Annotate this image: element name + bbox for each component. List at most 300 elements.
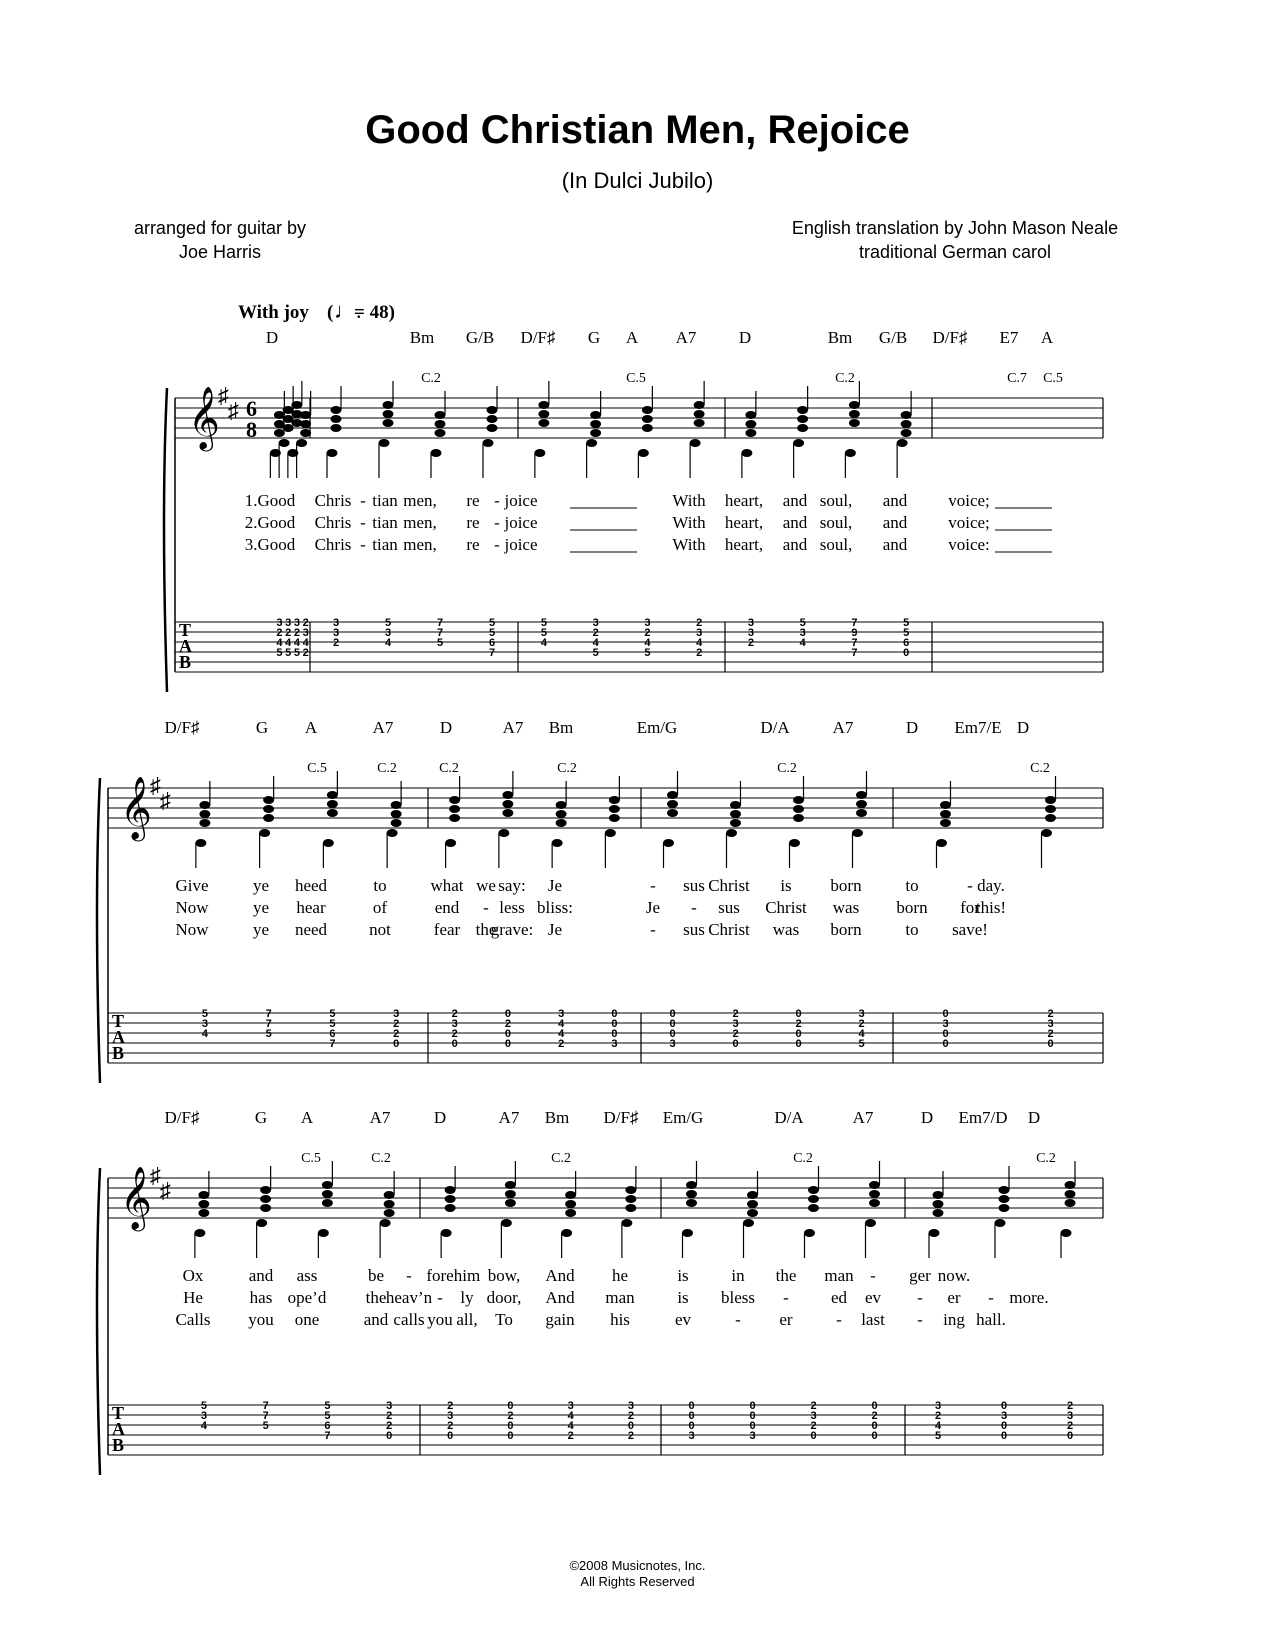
tab-fret-number: 2 [1066,1420,1074,1432]
lyric-syllable: heav’n [385,1288,433,1307]
sharp-icon: ♯ [160,1178,171,1203]
tab-fret-number: 7 [851,647,858,659]
tab-fret-number: 2 [386,1420,393,1432]
notehead [797,406,808,414]
tab-fret-number: 3 [384,627,392,639]
lyric-syllable: Je [547,876,563,895]
tab-fret-number: 0 [942,1008,949,1020]
chord-symbol: D [433,1108,447,1127]
tab-fret-number: 2 [447,1400,454,1412]
notehead [797,424,808,432]
lyric-syllable: and [782,491,808,510]
lyric-syllable: is [780,876,792,895]
lyric-syllable: has [249,1288,273,1307]
notehead [849,401,860,409]
bass-notehead [445,839,456,847]
tab-fret-number: 7 [488,647,496,659]
dotted-quarter-note-icon: ♩. [334,298,362,323]
tab-fret-number: 7 [265,1008,272,1020]
chord-symbol: D [439,718,453,737]
tab-fret-number: 4 [858,1028,865,1040]
notehead [565,1200,576,1208]
notehead [384,1209,395,1217]
notehead [999,1186,1010,1194]
chord-symbol: G [587,328,601,347]
notehead [849,410,860,418]
chord-symbol: A [625,328,639,347]
arranger-line-2: Joe Harris [178,242,262,262]
notehead [300,420,311,428]
lyric-syllable: ye [252,876,270,895]
lyric-syllable: Calls [175,1310,211,1329]
notehead [383,419,394,427]
lyric-syllable: his [610,1310,630,1329]
notehead [933,1200,944,1208]
notehead [694,410,705,418]
lyric-syllable: sus [683,876,705,895]
tempo-marking: With joy [238,302,309,323]
bass-notehead [804,1229,815,1237]
tab-fret-number: 3 [749,1430,756,1442]
tab-fret-number: 0 [386,1430,393,1442]
tab-label-letter: A [112,1419,125,1439]
tab-fret-number: 0 [795,1038,802,1050]
position-marking: C.2 [551,1151,571,1166]
notehead [1045,796,1056,804]
bass-notehead [498,829,509,837]
tab-fret-number: 0 [1000,1430,1008,1442]
notehead [538,401,549,409]
bass-notehead [789,839,800,847]
rights-line: All Rights Reserved [580,1574,695,1589]
bass-notehead [534,449,545,457]
lyric-syllable: what [430,876,464,895]
chord-symbol: A7 [852,1108,874,1127]
tab-fret-number: 0 [1047,1038,1054,1050]
lyric-syllable: and [882,535,908,554]
notehead [198,1209,209,1217]
tab-fret-number: 2 [795,1018,802,1030]
tab-fret-number: 4 [567,1410,574,1422]
tab-fret-number: 5 [324,1410,331,1422]
lyric-syllable: this! [975,898,1007,917]
lyric-syllable: er [947,1288,961,1307]
tab-fret-number: 4 [696,637,703,649]
tab-fret-number: 5 [262,1420,269,1432]
bass-notehead [586,439,597,447]
notehead [609,814,620,822]
chord-symbol: A7 [369,1108,391,1127]
tab-fret-number: 5 [903,627,910,639]
tab-fret-number: 3 [942,1018,949,1030]
lyric-syllable: 1.Good [244,491,296,510]
tab-fret-number: 3 [447,1410,454,1422]
lyric-syllable: ope’d [287,1288,327,1307]
sharp-icon: ♯ [228,398,239,423]
lyric-syllable: Christ [708,876,750,895]
tab-fret-number: 5 [436,637,444,649]
lyric-syllable: not [369,920,391,939]
chord-symbol: Em/G [636,718,678,737]
tab-fret-number: 3 [276,617,283,629]
tab-label-letter: A [112,1027,125,1047]
position-marking: C.2 [835,371,855,386]
chord-symbol: Em/G [662,1108,704,1127]
bass-notehead [682,1229,693,1237]
tab-fret-number: 3 [1000,1410,1008,1422]
notehead [1065,1190,1076,1198]
lyric-syllable: re [466,491,480,510]
tab-fret-number: 0 [795,1008,802,1020]
notehead [747,1209,758,1217]
lyric-syllable: ye [252,898,270,917]
lyric-syllable: Christ [765,898,807,917]
notehead [1065,1181,1076,1189]
notehead [625,1186,636,1194]
tab-fret-number: 3 [644,617,651,629]
notehead [686,1181,697,1189]
lyric-syllable: all, [456,1310,478,1329]
lyric-syllable: and [782,513,808,532]
tab-fret-number: 2 [567,1430,574,1442]
bass-notehead [561,1229,572,1237]
tab-fret-number: 2 [1047,1028,1054,1040]
notehead [694,419,705,427]
lyric-syllable: Give [175,876,209,895]
tab-fret-number: 0 [504,1038,511,1050]
notehead [274,429,285,437]
tab-fret-number: 3 [332,617,340,629]
bass-notehead [327,449,338,457]
notehead [391,801,402,809]
lyric-syllable: With [672,491,706,510]
tab-fret-number: 5 [858,1038,865,1050]
lyric-syllable: ed [830,1288,848,1307]
notehead [940,810,951,818]
notehead [291,401,302,409]
lyric-syllable: joice [504,535,538,554]
tab-fret-number: 2 [627,1430,634,1442]
tab-fret-number: 0 [611,1028,618,1040]
notehead [383,410,394,418]
tab-fret-number: 4 [276,637,283,649]
bass-notehead [195,839,206,847]
notehead [263,796,274,804]
position-marking: C.2 [371,1151,391,1166]
notehead [391,810,402,818]
notehead [435,420,446,428]
lyric-syllable: save! [952,920,988,939]
lyric-syllable: joice [504,491,538,510]
lyric-syllable: heed [294,876,328,895]
position-marking: C.2 [421,371,441,386]
lyric-syllable: - [360,491,366,510]
tab-fret-number: 7 [851,637,858,649]
notehead [260,1195,271,1203]
lyric-syllable: - [494,535,500,554]
tab-fret-number: 5 [324,1400,331,1412]
tab-fret-number: 5 [488,617,496,629]
chord-symbol: A7 [832,718,854,737]
tab-fret-number: 3 [747,627,754,639]
notehead [327,800,338,808]
chord-symbol: E7 [999,328,1019,347]
bass-notehead [690,439,701,447]
lyric-syllable: man [605,1288,635,1307]
notehead [625,1195,636,1203]
tab-fret-number: 5 [644,647,651,659]
notehead [449,814,460,822]
tab-label-letter: B [179,652,192,672]
notehead [849,419,860,427]
lyric-syllable: Chris [314,491,352,510]
tab-fret-number: 0 [669,1018,676,1030]
tab-fret-number: 2 [810,1400,817,1412]
notehead [590,411,601,419]
lyric-syllable: men, [403,491,437,510]
lyric-syllable: - [917,1310,923,1329]
lyric-syllable: one [294,1310,320,1329]
tab-fret-number: 4 [558,1028,565,1040]
tab-fret-number: 2 [302,647,309,659]
chord-symbol: D/F♯ [164,1108,200,1127]
lyric-syllable: him [453,1266,481,1285]
notehead [667,809,678,817]
tab-fret-number: 3 [799,627,806,639]
tab-fret-number: 4 [934,1420,942,1432]
tab-fret-number: 3 [934,1400,942,1412]
tab-fret-number: 0 [942,1028,949,1040]
notehead [901,420,912,428]
notehead [667,800,678,808]
lyric-syllable: - [406,1266,412,1285]
bass-notehead [279,439,290,447]
tab-fret-number: 3 [747,617,754,629]
notehead [449,796,460,804]
notehead [856,791,867,799]
chord-symbol: D [905,718,919,737]
tab-fret-number: 2 [732,1028,739,1040]
notehead [609,796,620,804]
chord-symbol: Bm [544,1108,570,1127]
notehead [260,1186,271,1194]
tab-fret-number: 3 [611,1038,618,1050]
tab-fret-number: 0 [447,1430,454,1442]
lyric-syllable: hall. [976,1310,1006,1329]
notehead [730,810,741,818]
notehead [322,1190,333,1198]
lyric-syllable: re [466,513,480,532]
lyric-syllable: day. [977,876,1005,895]
lyric-syllable: more. [1009,1288,1049,1307]
tab-fret-number: 0 [507,1430,514,1442]
chord-symbol: G [255,718,269,737]
tab-fret-number: 0 [749,1410,756,1422]
tab-fret-number: 0 [507,1420,514,1432]
lyric-syllable: born [830,920,862,939]
tab-fret-number: 5 [488,627,496,639]
chord-symbol: G [254,1108,268,1127]
bass-notehead [852,829,863,837]
lyric-syllable: Now [175,920,209,939]
notehead [435,411,446,419]
lyric-syllable: ev [674,1310,692,1329]
tab-fret-number: 4 [384,637,392,649]
chord-symbol: D [1027,1108,1041,1127]
sharp-icon: ♯ [160,788,171,813]
tab-fret-number: 7 [851,617,858,629]
chord-symbol: Em7/E [954,718,1002,737]
lyric-syllable: Je [645,898,661,917]
tab-fret-number: 6 [488,637,496,649]
position-marking: C.2 [1030,761,1050,776]
lyric-syllable: of [372,898,388,917]
tab-fret-number: 3 [1066,1410,1074,1422]
system-2-brace [97,778,100,1083]
lyric-syllable: re [466,535,480,554]
tab-fret-number: 3 [200,1410,207,1422]
notehead [747,1191,758,1199]
lyric-syllable: Ox [182,1266,204,1285]
tab-fret-number: 3 [302,627,309,639]
tab-fret-number: 5 [293,647,300,659]
lyric-syllable: is [677,1266,689,1285]
notehead [300,429,311,437]
notehead [565,1191,576,1199]
tab-fret-number: 2 [386,1410,393,1422]
bass-notehead [845,449,856,457]
tab-fret-number: 4 [799,637,806,649]
lyric-syllable: is [677,1288,689,1307]
tab-fret-number: 2 [592,627,599,639]
lyric-syllable: sus [683,920,705,939]
bass-notehead [936,839,947,847]
tab-fret-number: 7 [436,617,444,629]
notehead [869,1199,880,1207]
copyright-line: ©2008 Musicnotes, Inc. [569,1558,706,1573]
tab-fret-number: 3 [858,1008,865,1020]
notehead [745,429,756,437]
tab-fret-number: 3 [592,617,599,629]
notehead [940,801,951,809]
time-signature-top: 6 [246,396,257,421]
tab-fret-number: 2 [644,627,651,639]
notehead [808,1204,819,1212]
notehead [331,406,342,414]
notehead [327,809,338,817]
lyric-syllable: was [772,920,800,939]
tab-fret-number: 0 [795,1028,802,1040]
tab-fret-number: 0 [627,1420,634,1432]
position-marking: C.2 [793,1151,813,1166]
tab-fret-number: 3 [393,1008,400,1020]
chord-symbol: Bm [827,328,853,347]
tab-fret-number: 5 [934,1430,942,1442]
tab-fret-number: 3 [201,1018,208,1030]
lyric-syllable: - [650,920,656,939]
chord-symbol: A [300,1108,314,1127]
bass-notehead [929,1229,940,1237]
chord-symbol: A7 [502,718,524,737]
lyric-syllable: ass [296,1266,318,1285]
tab-fret-number: 3 [627,1400,634,1412]
lyric-syllable: - [650,876,656,895]
translator-line: English translation by John Mason Neale [791,218,1119,238]
lyric-syllable: - [917,1288,923,1307]
lyric-syllable: - [967,876,973,895]
bass-notehead [552,839,563,847]
position-marking: C.5 [1043,371,1063,386]
tab-fret-number: 5 [903,617,910,629]
tab-fret-number: 2 [302,617,309,629]
tab-fret-number: 4 [592,637,599,649]
lyric-syllable: - [691,898,697,917]
lyric-syllable: 2.Good [244,513,296,532]
position-marking: C.2 [377,761,397,776]
notehead [694,401,705,409]
notehead [445,1195,456,1203]
lyric-syllable: heart, [724,513,764,532]
lyric-syllable: to [905,876,919,895]
notehead [999,1195,1010,1203]
lyric-syllable: - [735,1310,741,1329]
chord-symbol: A7 [372,718,394,737]
tab-fret-number: 4 [644,637,651,649]
lyric-syllable: - [483,898,489,917]
tab-fret-number: 2 [732,1008,739,1020]
system-3-brace [97,1168,100,1475]
tab-fret-number: 0 [507,1400,514,1412]
bass-notehead [793,439,804,447]
chord-symbol: D/A [774,1108,804,1127]
tab-fret-number: 4 [558,1018,565,1030]
position-marking: C.2 [777,761,797,776]
lyric-syllable: bliss: [537,898,573,917]
lyric-syllable: men, [403,535,437,554]
lyric-syllable: and [782,535,808,554]
lyric-syllable: Je [547,920,563,939]
bass-notehead [741,449,752,457]
tab-fret-number: 0 [871,1430,878,1442]
lyric-syllable: er [779,1310,793,1329]
notehead [505,1199,516,1207]
lyric-syllable: soul, [819,535,853,554]
lyric-syllable: Chris [314,513,352,532]
tab-fret-number: 5 [799,617,806,629]
notehead [199,819,210,827]
tab-fret-number: 5 [592,647,599,659]
bass-notehead [638,449,649,457]
tab-fret-number: 9 [851,627,858,639]
tab-fret-number: 0 [669,1008,676,1020]
bass-notehead [605,829,616,837]
bass-notehead [256,1219,267,1227]
lyric-syllable: heart, [724,491,764,510]
tab-fret-number: 6 [903,637,910,649]
sharp-icon: ♯ [150,773,161,798]
system-1-brace [164,388,167,692]
notehead [625,1204,636,1212]
lyric-syllable: born [830,876,862,895]
notehead [933,1209,944,1217]
lyric-syllable: we [476,876,496,895]
notehead [487,406,498,414]
position-marking: C.2 [439,761,459,776]
tab-fret-number: 2 [504,1018,511,1030]
tab-fret-number: 3 [1047,1018,1054,1030]
lyric-syllable: calls [393,1310,425,1329]
tab-fret-number: 6 [324,1420,331,1432]
